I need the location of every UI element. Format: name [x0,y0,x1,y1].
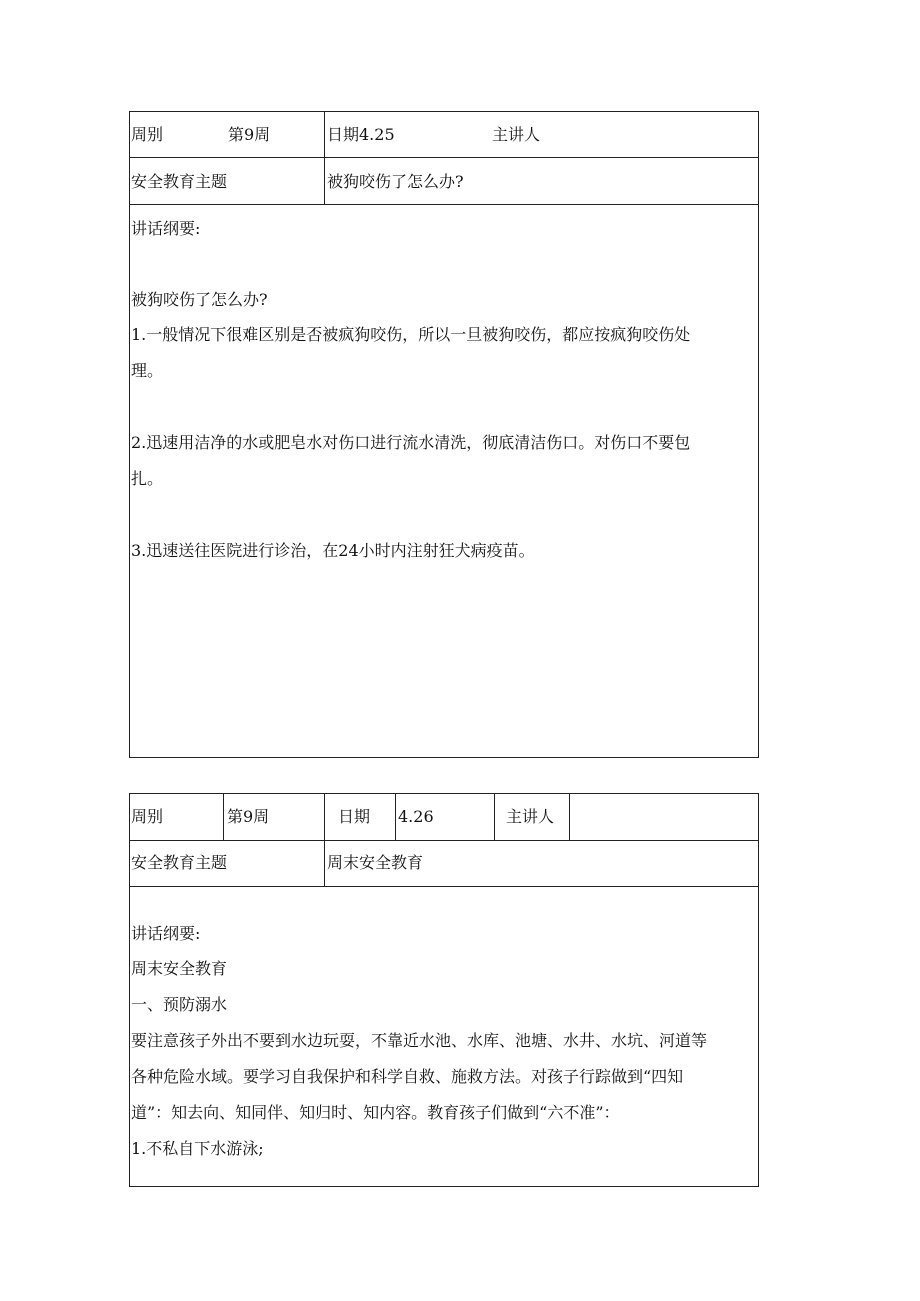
table1-line-4: 扎。 [131,469,164,488]
table2-week-label: 周别 [131,807,164,826]
table2-theme-value: 周末安全教育 [327,853,424,872]
table2-col-divider-2 [324,793,325,887]
table2-date-value: 4.26 [398,807,434,826]
table1-theme-value: 被狗咬伤了怎么办? [327,172,464,191]
table1-week-value: 第9周 [228,125,271,144]
table1-row-divider-1 [129,157,759,158]
table1-week-label: 周别 [131,125,164,144]
table2-col-divider-3 [395,793,396,841]
table1-title: 被狗咬伤了怎么办? [131,290,268,309]
table1-col-divider [324,111,325,205]
table2-outline-label: 讲话纲要: [131,924,201,943]
table2-speaker-label: 主讲人 [506,807,555,826]
table2-line-3: 道”：知去向、知同伴、知归时、知内容。教育孩子们做到“六不准”： [131,1103,620,1122]
table2-line-1: 要注意孩子外出不要到水边玩耍，不靠近水池、水库、池塘、水井、水坑、河道等 [131,1031,708,1050]
table1-outline-label: 讲话纲要: [131,219,201,238]
table2-date-label: 日期 [338,807,371,826]
table2-line-2: 各种危险水域。要学习自我保护和科学自救、施救方法。对孩子行踪做到“四知 [131,1067,684,1086]
table1-date: 日期4.25 [327,125,395,144]
table1-line-5: 3.迅速送往医院进行诊治，在24小时内注射狂犬病疫苗。 [131,541,535,560]
table2-section-1: 一、预防溺水 [131,995,228,1014]
table1-line-3: 2.迅速用洁净的水或肥皂水对伤口进行流水清洗，彻底清洁伤口。对伤口不要包 [131,433,691,452]
table1-line-1: 1.一般情况下很难区别是否被疯狗咬伤，所以一旦被狗咬伤，都应按疯狗咬伤处 [131,325,691,344]
table1-theme-label: 安全教育主题 [131,172,228,191]
table2-col-divider-4 [494,793,495,841]
table2-theme-label: 安全教育主题 [131,853,228,872]
table1-line-2: 理。 [131,361,164,380]
table2-title: 周末安全教育 [131,959,228,978]
table2-col-divider-1 [223,793,224,841]
table1-speaker-label: 主讲人 [492,125,541,144]
table1-row-divider-2 [129,204,759,205]
table2-col-divider-5 [569,793,570,841]
table2-row-divider-2 [129,886,759,887]
table2-week-value: 第9周 [227,807,270,826]
table2-line-4: 1.不私自下水游泳; [131,1139,264,1158]
